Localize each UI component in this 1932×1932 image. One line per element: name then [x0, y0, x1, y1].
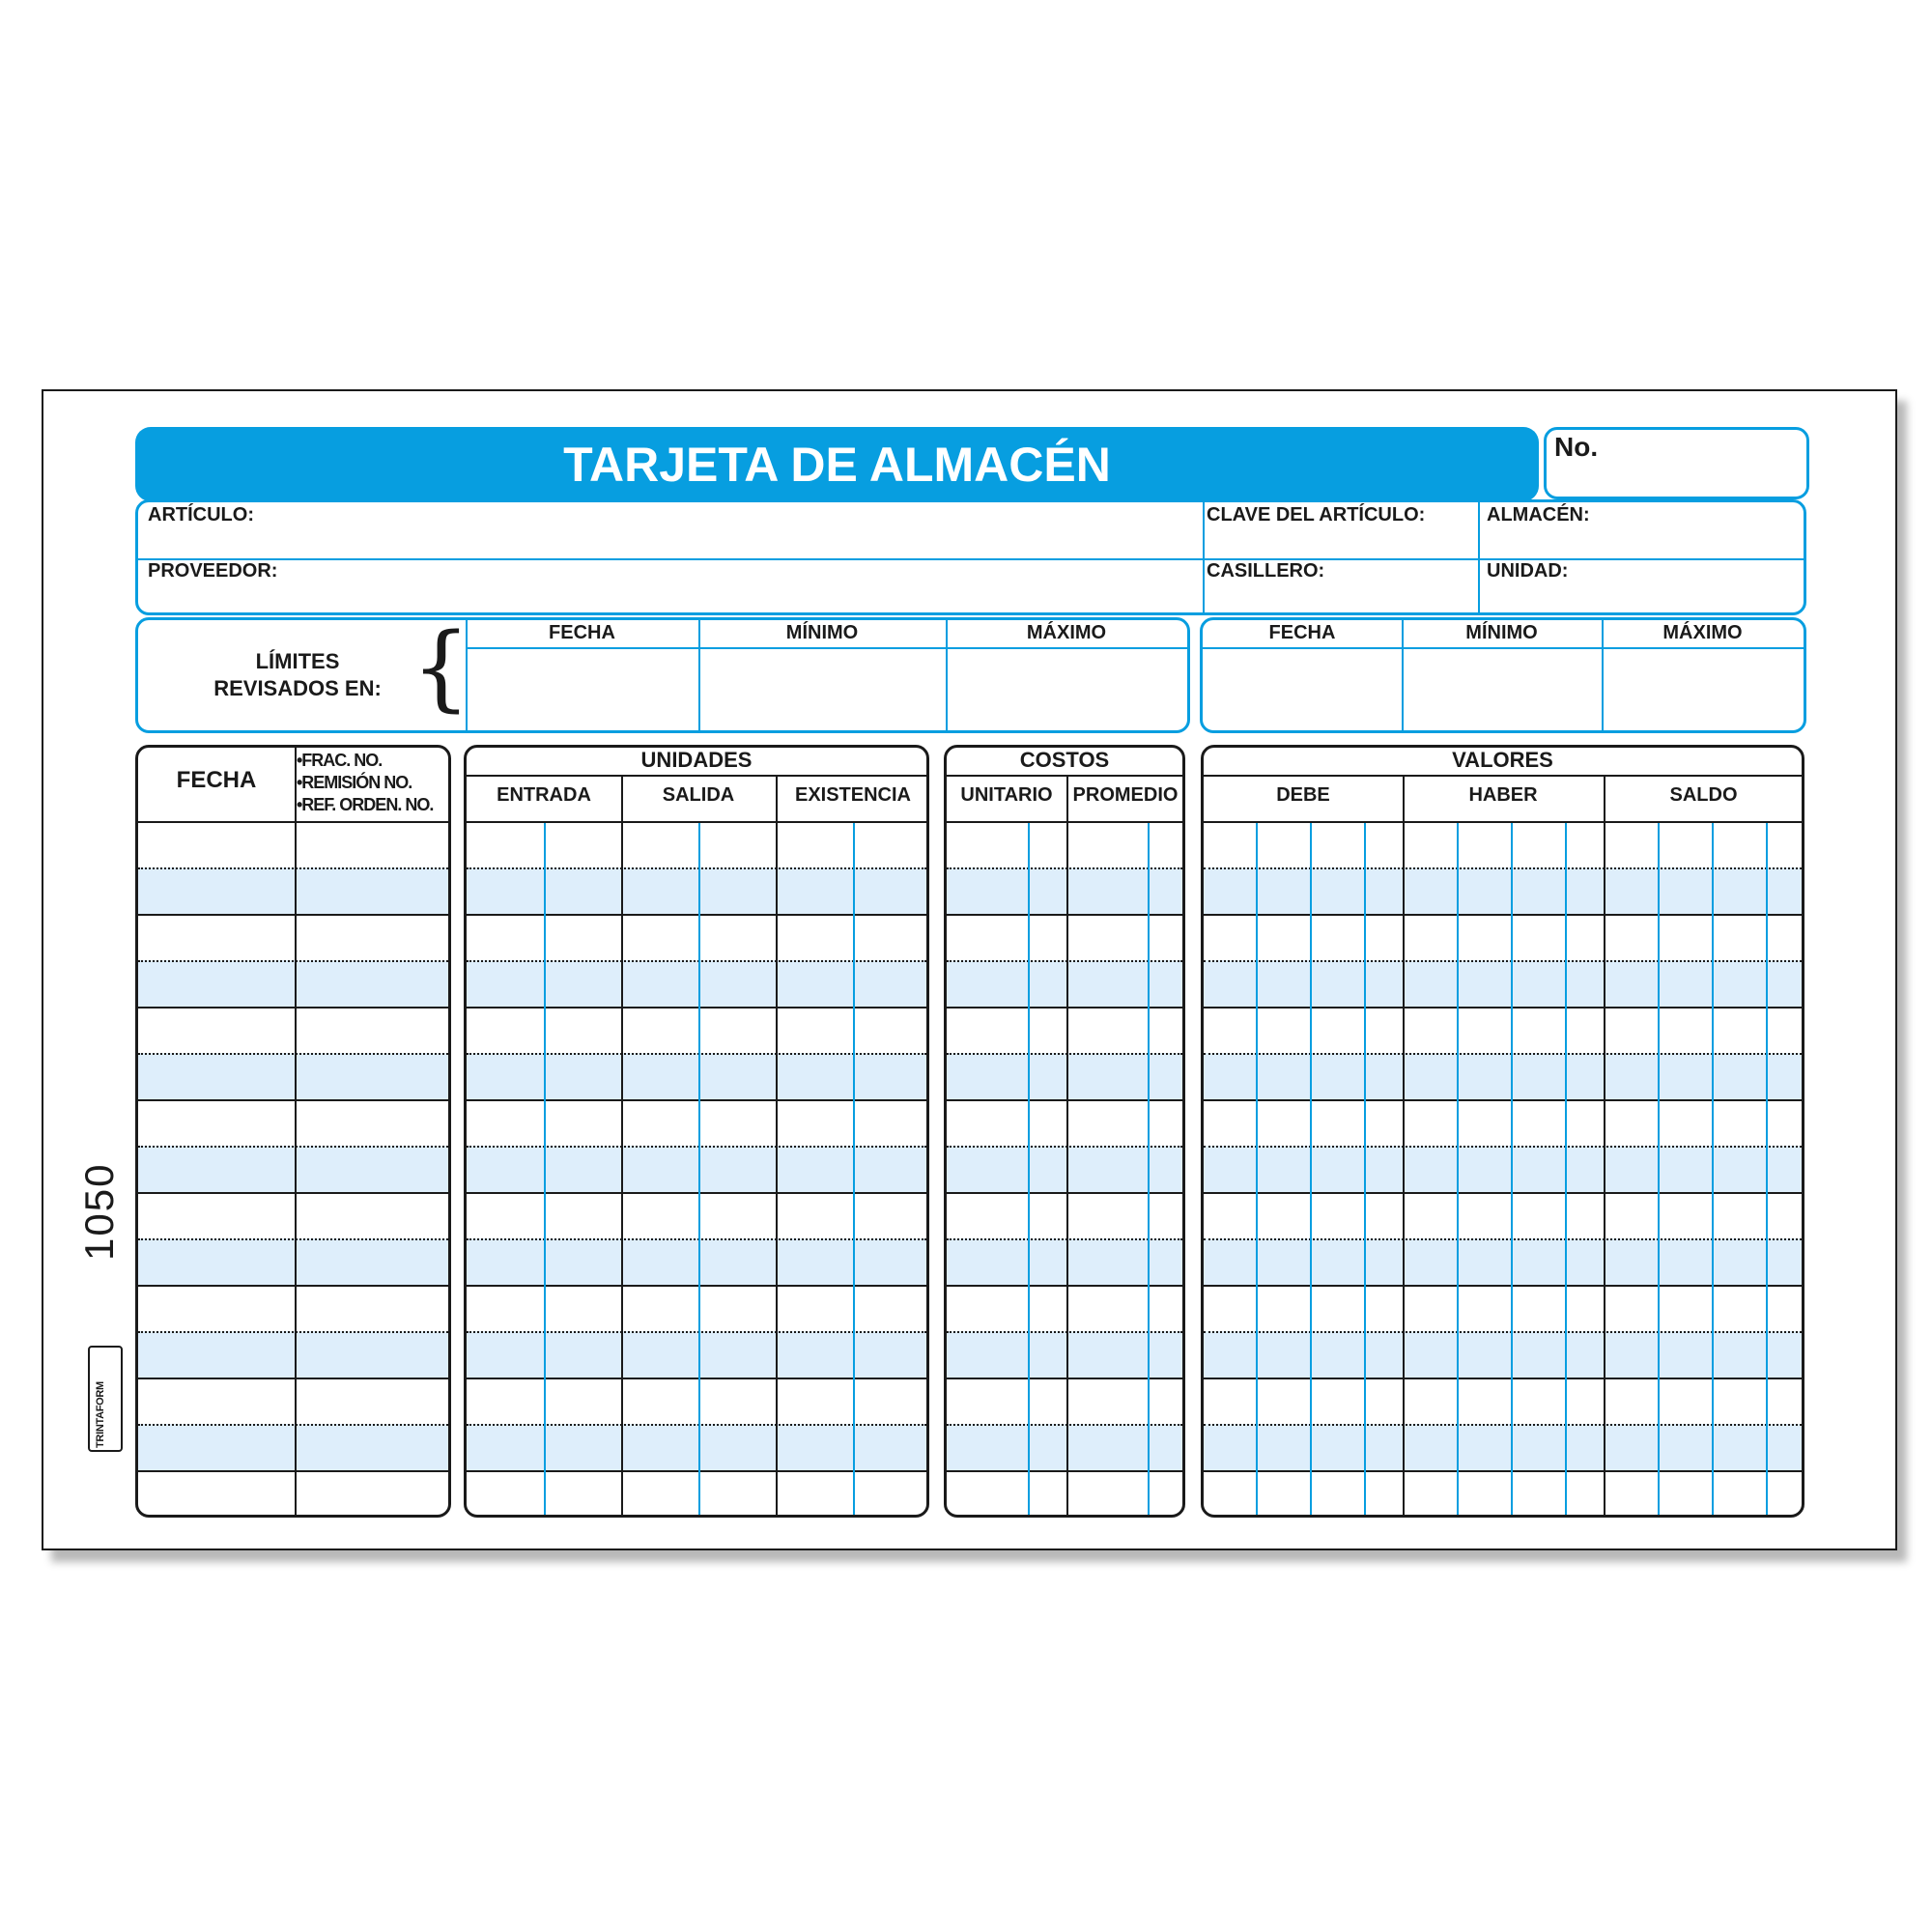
row-stripe: [467, 1146, 926, 1192]
valores-title-line: [1204, 775, 1802, 777]
limits-left-header-line: [466, 647, 1187, 649]
unidades-salida: SALIDA: [662, 784, 735, 806]
limits-label-line1: LÍMITES: [255, 649, 340, 673]
valores-sub-3: [1364, 823, 1366, 1515]
limits-right-header-line: [1203, 647, 1804, 649]
row-stripe: [138, 1053, 448, 1099]
unidades-div-1: [621, 775, 623, 1515]
unidades-sub-1: [544, 823, 546, 1515]
unidades-title-line: [467, 775, 926, 777]
limits-box-left: [135, 613, 1190, 733]
number-label: No.: [1554, 432, 1599, 462]
costos-title-line: [947, 775, 1182, 777]
info-divider-v1: [1203, 502, 1205, 612]
row-line: [138, 1238, 448, 1240]
limits-right-maximo: MÁXIMO: [1662, 622, 1743, 643]
row-line: [138, 960, 448, 962]
row-line: [467, 867, 926, 869]
row-line: [467, 1007, 926, 1009]
ledger-fecha-group: [135, 745, 451, 1518]
ledger-fecha-header: FECHA: [176, 767, 257, 793]
valores-div-2: [1604, 775, 1605, 1515]
clave-label: CLAVE DEL ARTÍCULO:: [1207, 504, 1426, 526]
ledger-valores-group: [1201, 745, 1804, 1518]
info-box: [135, 499, 1806, 615]
row-stripe: [467, 1053, 926, 1099]
row-line: [138, 914, 448, 916]
fecha-divider: [295, 748, 297, 1515]
row-line: [467, 1099, 926, 1101]
limits-left-maximo: MÁXIMO: [1026, 622, 1107, 643]
ref-lines: [297, 750, 433, 816]
unidades-sub-3: [853, 823, 855, 1515]
row-stripe: [138, 1238, 448, 1285]
brand-logo: [88, 1346, 123, 1452]
ref-line-frac: •FRAC. NO.: [297, 751, 383, 770]
row-stripe: [138, 1331, 448, 1378]
costos-sub-1: [1028, 823, 1030, 1515]
row-stripe: [467, 1424, 926, 1470]
row-line: [467, 1053, 926, 1055]
row-line: [138, 1378, 448, 1379]
row-line: [138, 1146, 448, 1148]
ref-line-remision: •REMISIÓN NO.: [297, 773, 412, 792]
unidades-entrada: ENTRADA: [497, 784, 591, 806]
valores-debe: DEBE: [1276, 784, 1330, 806]
articulo-label: ARTÍCULO:: [148, 504, 254, 526]
brand-text: TRINTAFORM: [95, 1381, 106, 1448]
row-stripe: [138, 1146, 448, 1192]
row-line: [467, 1470, 926, 1472]
page-title: TARJETA DE ALMACÉN: [563, 438, 1111, 492]
number-box[interactable]: [1544, 427, 1809, 499]
row-line: [138, 1192, 448, 1194]
row-stripe: [467, 960, 926, 1007]
row-stripe: [138, 1424, 448, 1470]
row-line: [467, 960, 926, 962]
row-line: [467, 1331, 926, 1333]
ref-line-orden: •REF. ORDEN. NO.: [297, 795, 434, 814]
limits-left-minimo: MÍNIMO: [785, 622, 859, 643]
valores-sub-9: [1766, 823, 1768, 1515]
unidades-title: UNIDADES: [640, 748, 753, 772]
valores-title: VALORES: [1452, 748, 1553, 772]
info-divider-v2: [1478, 502, 1480, 612]
row-line: [467, 1378, 926, 1379]
form-number: 1050: [76, 1162, 122, 1261]
row-line: [138, 1053, 448, 1055]
row-stripe: [138, 867, 448, 914]
limits-label-line2: REVISADOS EN:: [213, 676, 382, 700]
row-line: [467, 1146, 926, 1148]
row-line: [467, 821, 926, 823]
costos-unitario: UNITARIO: [960, 784, 1053, 806]
row-line: [138, 1331, 448, 1333]
row-line: [138, 1007, 448, 1009]
valores-sub-1: [1256, 823, 1258, 1515]
row-line: [467, 1238, 926, 1240]
almacen-label: ALMACÉN:: [1487, 504, 1590, 526]
proveedor-label: PROVEEDOR:: [148, 560, 278, 582]
valores-sub-8: [1712, 823, 1714, 1515]
row-stripe: [467, 867, 926, 914]
row-line: [467, 1192, 926, 1194]
row-line: [467, 914, 926, 916]
costos-sub-2: [1148, 823, 1150, 1515]
costos-promedio: PROMEDIO: [1072, 784, 1179, 806]
row-line: [138, 1099, 448, 1101]
limits-right-fecha: FECHA: [1268, 622, 1336, 643]
casillero-label: CASILLERO:: [1207, 560, 1325, 582]
form-sheet: [42, 389, 1897, 1550]
limits-left-fecha: FECHA: [549, 622, 615, 643]
limits-right-minimo: MÍNIMO: [1465, 622, 1538, 643]
unidades-existencia: EXISTENCIA: [794, 784, 912, 806]
valores-div-1: [1403, 775, 1405, 1515]
unidad-label: UNIDAD:: [1487, 560, 1569, 582]
ledger-costos-group: [944, 745, 1185, 1518]
valores-haber: HABER: [1468, 784, 1538, 806]
valores-sub-2: [1310, 823, 1312, 1515]
costos-title: COSTOS: [1019, 748, 1110, 772]
limits-brace: {: [412, 613, 471, 722]
row-stripe: [138, 960, 448, 1007]
valores-sub-5: [1511, 823, 1513, 1515]
valores-saldo: SALDO: [1669, 784, 1738, 806]
row-line: [467, 1424, 926, 1426]
unidades-div-2: [776, 775, 778, 1515]
row-line: [138, 821, 448, 823]
valores-sub-7: [1658, 823, 1660, 1515]
ledger-unidades-group: [464, 745, 929, 1518]
valores-sub-4: [1457, 823, 1459, 1515]
row-line: [138, 1424, 448, 1426]
row-stripe: [467, 1331, 926, 1378]
row-line: [467, 1285, 926, 1287]
row-line: [138, 1285, 448, 1287]
limits-box-right: [1200, 617, 1806, 733]
row-line: [138, 1470, 448, 1472]
unidades-sub-2: [698, 823, 700, 1515]
title-bar: [135, 427, 1539, 501]
costos-div-1: [1066, 775, 1068, 1515]
valores-sub-6: [1565, 823, 1567, 1515]
row-line: [138, 867, 448, 869]
row-stripe: [467, 1238, 926, 1285]
